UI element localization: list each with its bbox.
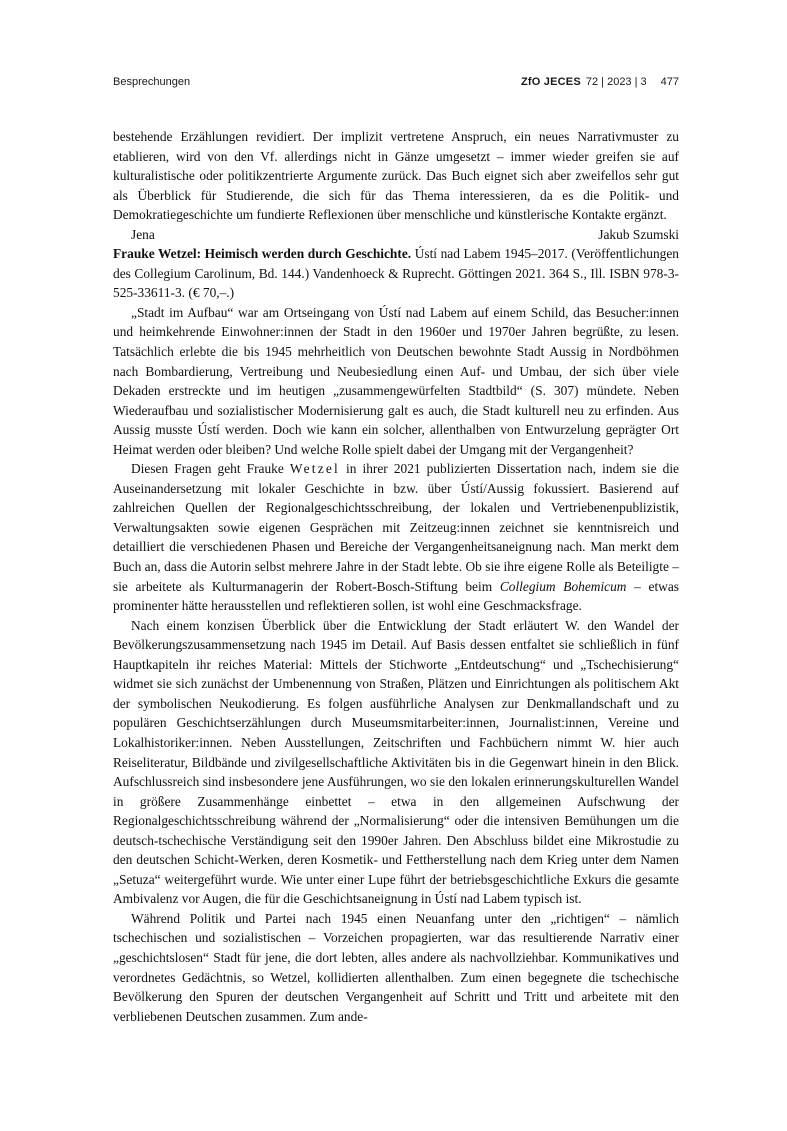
italic-institution: Collegium Bohemicum <box>499 578 627 594</box>
review2-paragraph-4: Während Politik und Partei nach 1945 einen Neuanfang unter den „richtigen“ – nämlich tschechischen und sozialistischen – Vorzeichen propagierten, war das resultierende Narrativ einer „geschichtslosen“ Stadt für jene, die dort lebten, alles andere als nachvollziehbar. Kommunikatives und verordnetes Gedächtnis, so Wetzel, kollidierten allenthalben. Zum einen begegnete die tschechische Bevölkerung den Spuren der deutschen Vergangenheit auf Schritt und Tritt und arbeitete mit den verbliebenen Deutschen zusammen. Zum ande- <box>113 910 679 1024</box>
journal-name: ZfO JECES <box>521 76 581 88</box>
running-head <box>113 76 679 92</box>
text-run: Diesen Fragen geht Frauke <box>131 461 290 477</box>
review2-citation <box>113 244 679 303</box>
citation-details: Ústí nad Labem 1945–2017. (Veröffentlichungen des Collegium Carolinum, Bd. 144.) Vandenhoeck & Ruprecht. Göttingen 2021. 364 S., Ill. ISBN 978-3-525-33611-3. (€ 70,–.) <box>113 246 679 301</box>
citation-author-title: Frauke Wetzel: Heimisch werden durch Geschichte. <box>113 246 412 262</box>
author-name-spaced: Wetzel <box>289 461 340 477</box>
review2-paragraph-1: „Stadt im Aufbau“ war am Ortseingang von Ústí nad Labem auf einem Schild, das Besucher:innen und heimkehrende Einwohner:innen der Stadt in den 1960er und 1970er Jahren begrüßte, zu lesen. Tatsächlich erlebte die bis 1945 mehrheitlich von Deutschen bewohnte Stadt Aussig in Nordböhmen nach Bombardierung, Vertreibung und Neubesiedlung einen Auf- und Umbau, der sich über viele Dekaden erstreckte und im heutigen „zusammengewürfelten Stadtbild“ (S. 307) mündete. Neben Wiederaufbau und sozialistischer Modernisierung galt es auch, die Stadt kulturell neu zu erfinden. Aus Aussig musste Ústí werden. Doch wie kann ein solcher, allenthalben von Entwurzelung geprägter Ort Heimat werden oder bleiben? Und welche Rolle spielt dabei der Umgang mit der Vergangenheit? <box>113 304 679 457</box>
journal-info <box>521 76 679 88</box>
reviewer-place: Jena <box>131 226 155 242</box>
review1-closing-paragraph: bestehende Erzählungen revidiert. Der implizit vertretene Anspruch, ein neues Narrativmuster zu etablieren, wird von den Vf. allerdings nicht in Gänze umgesetzt – immer wieder greifen sie auf kulturalistische oder politikzentrierte Argumente zurück. Das Buch eignet sich aber zweifellos sehr gut als Überblick für Studierende, die sich für das Thema interessieren, da es die Politik- und Demokratiegeschichte um fundierte Reflexionen über menschliche und künstlerische Kontakte ergänzt. <box>113 129 679 223</box>
review1-signoff <box>113 225 679 245</box>
text-run: – etwas prominenter hätte herausstellen und reflektieren sollen, ist wohl eine Geschmacksfrage. <box>113 578 679 614</box>
issue-info: 72 | 2023 | 3 <box>585 76 647 88</box>
review2-paragraph-3: Nach einem konzisen Überblick über die Entwicklung der Stadt erläutert W. den Wandel der Bevölkerungszusammensetzung nach 1945 im Detail. Auf Basis dessen entfaltet sie schließlich in fünf Hauptkapiteln ihr reiches Material: Mittels der Stichworte „Entdeutschung“ und „Tschechisierung“ widmet sie sich zunächst der Umbenennung von Straßen, Plätzen und Einrichtungen als politischem Akt der symbolischen Neukodierung. Es folgen ausführliche Analysen zur Denkmallandschaft und zu populären Geschichtserzählungen durch Museumsmitarbeiter:innen, Journalist:innen, Vereine und Lokalhistoriker:innen. Neben Ausstellungen, Zeitschriften und Fachbüchern nimmt W. hier auch Reiseliteratur, Bildbände und zivilgesellschaftliche Aktivitäten bis in die Gegenwart hinein in den Blick. Aufschlussreich sind insbesondere jene Ausführungen, wo sie den lokalen erinnerungskulturellen Wandel in größere Zusammenhänge einbettet – etwa in den allgemeinen Aufschwung der Regionalgeschichtsschreibung während der „Normalisierung“ oder die intensiven Bemühungen um die deutsch-tschechische Verständigung seit den 1990er Jahren. Den Abschluss bildet eine Mikrostudie zu den deutschen Schicht-Werken, deren Kosmetik- und Fettherstellung nach dem Krieg unter dem Namen „Setuza“ weitergeführt wurde. Wie unter einer Lupe führt der betriebsgeschichtliche Exkurs die gesamte Ambivalenz vor Augen, die für die Geschichtsaneignung in Ústí nad Labem typisch ist. <box>113 617 679 907</box>
body-text <box>113 127 679 1026</box>
review2-paragraph-2 <box>113 459 679 615</box>
reviewer-name: Jakub Szumski <box>598 226 679 242</box>
text-run: in ihrer 2021 publizierten Dissertation nach, indem sie die Auseinandersetzung mit lokaler Geschichte in bzw. über Ústí/Aussig fokussiert. Basierend auf zahlreichen Quellen der Regionalgeschichtsschreibung, der lokalen und Vertriebenenpublizistik, Verwaltungsakten sowie eigenen Gesprächen mit Zeitzeug:innen zeichnet sie kenntnisreich und detailliert die verschiedenen Phasen und Bereiche der Vergangenheitsaneignung nach. Man merkt dem Buch an, dass die Autorin selbst mehrere Jahre in der Stadt lebte. Ob sie ihre eigene Rolle als Beteiligte – sie arbeitete als Kulturmanagerin der Robert-Bosch-Stiftung beim <box>113 461 679 594</box>
page-number: 477 <box>660 76 679 88</box>
section-title: Besprechungen <box>113 76 191 88</box>
